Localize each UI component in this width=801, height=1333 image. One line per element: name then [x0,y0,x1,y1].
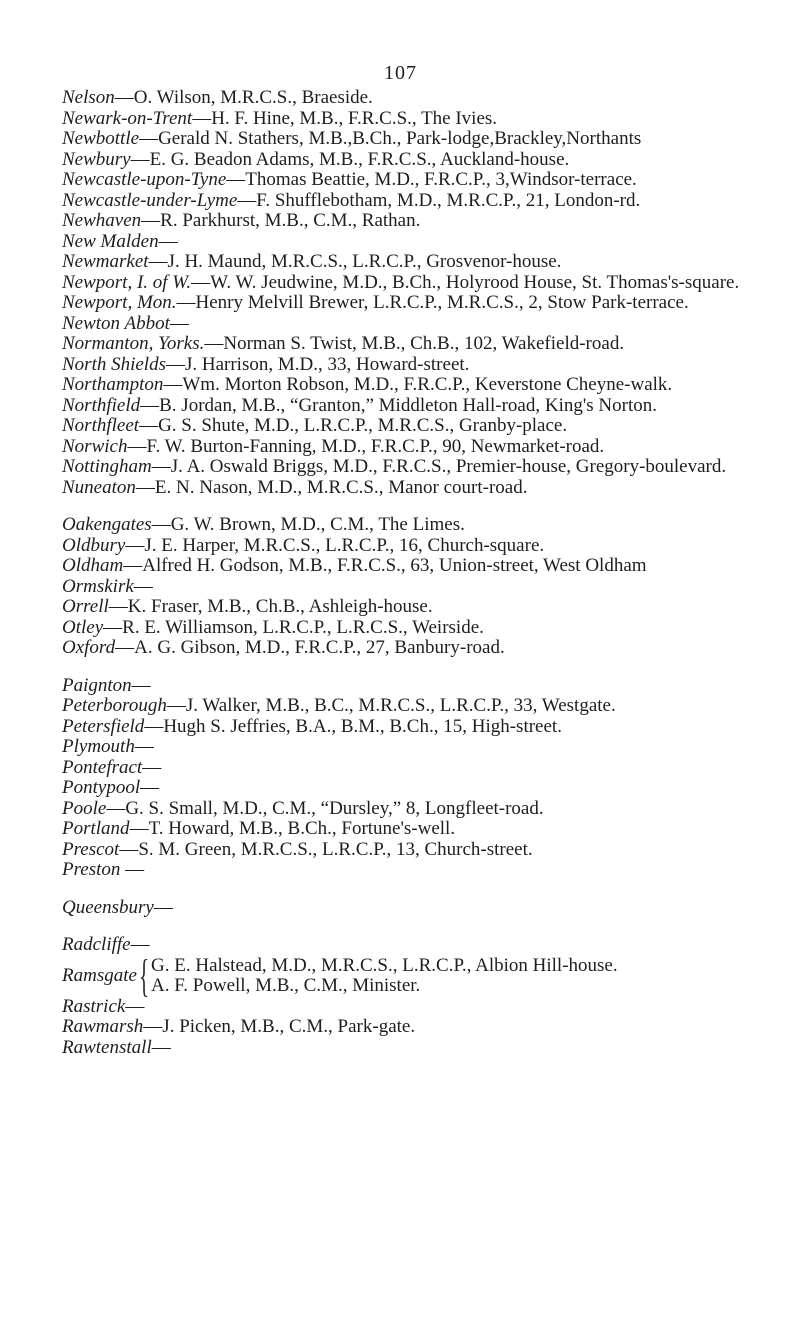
directory-entry [62,997,784,1018]
place-name: Pontefract [62,756,143,778]
directory-entry [62,577,784,598]
place-name: Oldham [62,555,124,576]
directory-entry [62,211,784,232]
entry-details: —H. F. Hine, M.B., F.R.C.S., The Ivies. [192,107,498,129]
place-name: Oldbury [62,534,126,556]
directory-entry [62,273,784,294]
entry-details: —Thomas Beattie, M.D., F.R.C.P., 3,Windsor-terrace. [226,169,637,190]
directory-entry [62,556,784,577]
entry-details: —O. Wilson, M.R.C.S., Braeside. [114,87,373,108]
place-name: Newbottle [62,128,140,149]
place-name: Nelson [62,87,115,108]
directory-entries [62,88,784,1075]
place-name: Newport, I. of W. [62,271,192,293]
letter-section [62,898,784,919]
directory-entry [62,416,784,437]
entry-details: —Gerald N. Stathers, M.B.,B.Ch., Park-lodge,Brackley,Northants [139,128,642,149]
place-name: Newton Abbot [62,312,170,334]
entry-details: —S. M. Green, M.R.C.S., L.R.C.P., 13, Church-street. [119,838,533,860]
place-name: Normanton, Yorks. [62,333,205,354]
entry-details: — [158,230,178,252]
entry-details: G. E. Halstead, M.D., M.R.C.S., L.R.C.P., Albion Hill-house. [151,954,618,976]
entry-details: — [133,575,153,597]
directory-entry [62,597,784,618]
entry-details: —Alfred H. Godson, M.B., F.R.C.S., 63, Union-street, West Oldham [123,555,647,576]
place-name: Northfleet [62,415,140,436]
directory-entry [62,355,784,376]
place-name: Ramsgate [62,964,137,986]
place-name: Plymouth [62,736,135,757]
directory-entry [62,536,784,557]
directory-entry [62,799,784,820]
letter-section [62,515,784,659]
directory-entry [62,232,784,253]
place-name: Ormskirk [62,575,134,597]
directory-entry [62,737,784,758]
place-name: Newcastle-upon-Tyne [62,169,227,190]
place-name: Portland [62,818,130,839]
directory-entry [62,375,784,396]
entry-details: — [142,756,162,778]
entry-details: —G. S. Small, M.D., C.M., “Dursley,” 8, Longfleet-road. [106,797,544,819]
directory-entry [62,109,784,130]
place-name: Preston [62,859,121,880]
place-name: Newark-on-Trent [62,107,193,129]
entry-details: —J. E. Harper, M.R.C.S., L.R.C.P., 16, Church-square. [125,534,545,556]
entry-details: —F. Shufflebotham, M.D., M.R.C.P., 21, London-rd. [237,189,641,211]
directory-entry [62,758,784,779]
place-name: Newbury [62,148,131,170]
entry-details: —E. G. Beadon Adams, M.B., F.R.C.S., Auckland-house. [130,148,570,170]
directory-entry [62,252,784,273]
entry-details: —G. S. Shute, M.D., L.R.C.P., M.R.C.S., Granby-place. [139,415,568,436]
entry-details: —R. Parkhurst, M.B., C.M., Rathan. [141,210,421,231]
directory-entry [62,1017,784,1038]
place-name: Rastrick [62,995,126,1017]
entry-details: —A. G. Gibson, M.D., F.R.C.P., 27, Banbury-road. [115,637,505,658]
directory-entry [62,1038,784,1059]
directory-entry [62,314,784,335]
directory-entry [62,515,784,536]
directory-entry [62,778,784,799]
directory-entry [62,334,784,355]
directory-entry [62,898,784,919]
directory-entry [62,935,784,956]
place-name: Northfield [62,394,141,416]
entry-details: —J. Picken, M.B., C.M., Park-gate. [143,1016,416,1037]
directory-entry [62,293,784,314]
entry-details: A. F. Powell, M.B., C.M., Minister. [151,975,421,996]
place-name: Pontypool [62,777,141,798]
directory-entry [62,437,784,458]
place-name: Rawtenstall [62,1036,152,1058]
entry-details: —J. Walker, M.B., B.C., M.R.C.S., L.R.C.P., 33, Westgate. [166,695,616,716]
place-name: Peterborough [62,695,167,716]
entry-details: —G. W. Brown, M.D., C.M., The Limes. [151,514,465,535]
entry-details: —K. Fraser, M.B., Ch.B., Ashleigh-house. [108,596,433,617]
directory-entry [62,819,784,840]
directory-entry [62,840,784,861]
entry-details: —R. E. Williamson, L.R.C.P., L.R.C.S., Weirside. [103,616,484,638]
entry-details: —J. H. Maund, M.R.C.S., L.R.C.P., Grosvenor-house. [148,251,562,272]
directory-entry [62,150,784,171]
entry-details: —J. A. Oswald Briggs, M.D., F.R.C.S., Premier-house, Gregory-boulevard. [151,456,727,477]
place-name: New Malden [62,230,159,252]
place-name: Nuneaton [62,476,136,498]
place-name: Newport, Mon. [62,292,177,313]
entry-details: — [169,312,189,334]
directory-entry [62,88,784,109]
entry-details: — [153,896,173,918]
entry-details: —J. Harrison, M.D., 33, Howard-street. [165,353,470,375]
directory-entry [62,478,784,499]
place-name: Newhaven [62,210,142,231]
entry-details: — [131,674,151,696]
entry-details: — [134,736,154,757]
directory-entry [62,676,784,697]
entry-details: —T. Howard, M.B., B.Ch., Fortune's-well. [129,818,456,839]
place-name: Prescot [62,838,120,860]
directory-entry [62,457,784,478]
entry-details: —Wm. Morton Robson, M.D., F.R.C.P., Keverstone Cheyne-walk. [163,374,673,395]
entry-details: —F. W. Burton-Fanning, M.D., F.R.C.P., 90, Newmarket-road. [127,435,605,457]
place-name: North Shields [62,353,166,375]
entry-details: —Hugh S. Jeffries, B.A., B.M., B.Ch., 15, High-street. [144,715,562,737]
place-name: Northampton [62,374,164,395]
bracket-lines [151,956,618,997]
entry-details: —E. N. Nason, M.D., M.R.C.S., Manor court-road. [135,476,528,498]
entry-details: — [140,777,160,798]
directory-entry [62,696,784,717]
place-name: Oakengates [62,514,152,535]
place-name: Norwich [62,435,128,457]
directory-entry [62,396,784,417]
directory-entry [62,191,784,212]
place-name: Paignton [62,674,132,696]
directory-entry [62,860,784,881]
place-name: Queensbury [62,896,154,918]
directory-entry [62,170,784,191]
entry-details: — [120,859,145,880]
place-name: Rawmarsh [62,1016,144,1037]
page-number: 107 [384,62,417,84]
place-name: Petersfield [62,715,145,737]
entry-details: — [130,934,150,955]
place-name: Orrell [62,596,109,617]
place-name: Oxford [62,637,116,658]
place-name: Nottingham [62,456,152,477]
entry-details: —B. Jordan, M.B., “Granton,” Middleton Hall-road, King's Norton. [140,394,658,416]
entry-details: —W. W. Jeudwine, M.D., B.Ch., Holyrood House, St. Thomas's-square. [191,271,740,293]
letter-section [62,88,784,498]
entry-details: — [151,1036,171,1058]
directory-entry [62,717,784,738]
place-name: Poole [62,797,107,819]
place-name: Otley [62,616,104,638]
directory-entry [62,129,784,150]
directory-entry [62,618,784,639]
place-name: Newmarket [62,251,149,272]
letter-section [62,935,784,1058]
entry-details: — [125,995,145,1017]
place-name: Newcastle-under-Lyme [62,189,238,211]
place-name: Radcliffe [62,934,131,955]
brace-symbol: { [139,950,149,1001]
entry-details: —Norman S. Twist, M.B., Ch.B., 102, Wakefield-road. [204,333,625,354]
entry-details: —Henry Melvill Brewer, L.R.C.P., M.R.C.S., 2, Stow Park-terrace. [176,292,689,313]
letter-section [62,676,784,881]
directory-entry [62,638,784,659]
bracketed-entry [62,950,784,1001]
